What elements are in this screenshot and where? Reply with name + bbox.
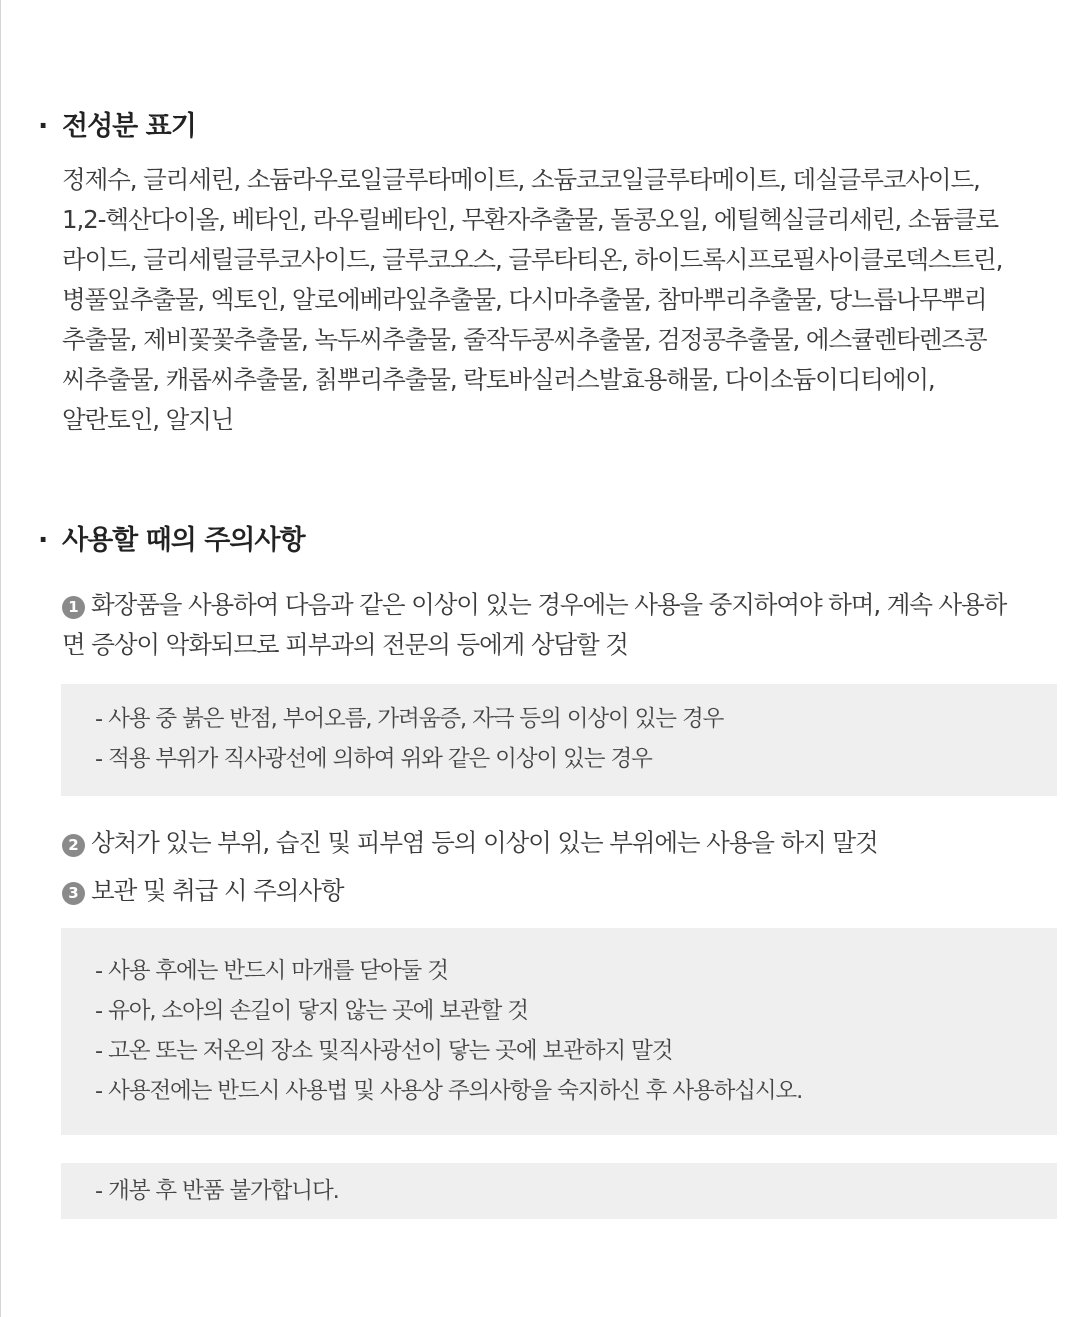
precaution-item-1 xyxy=(62,585,1062,665)
precaution-item-1-line2: 면 증상이 악화되므로 피부과의 전문의 등에게 상담할 것 xyxy=(62,630,628,659)
ingredients-list xyxy=(62,160,1062,440)
return-notice-text: - 개봉 후 반품 불가합니다. xyxy=(95,1178,339,1204)
number-3-icon: 3 xyxy=(62,882,85,905)
precaution-box-1 xyxy=(61,684,1057,796)
ingredients-line: 병풀잎추출물, 엑토인, 알로에베라잎추출물, 다시마추출물, 참마뿌리추출물, 당느릅나무뿌리 xyxy=(62,285,987,314)
ingredients-line: 씨추출물, 캐롭씨추출물, 칡뿌리추출물, 락토바실러스발효용해물, 다이소듐이디티에이, xyxy=(62,365,935,394)
box-line: - 고온 또는 저온의 장소 및직사광선이 닿는 곳에 보관하지 말것 xyxy=(95,1038,673,1064)
box-line: - 사용전에는 반드시 사용법 및 사용상 주의사항을 숙지하신 후 사용하십시오. xyxy=(95,1078,803,1104)
ingredients-line: 알란토인, 알지닌 xyxy=(62,405,234,434)
ingredients-line: 정제수, 글리세린, 소듐라우로일글루타메이트, 소듐코코일글루타메이트, 데실글루코사이드, xyxy=(62,165,980,194)
precaution-item-3 xyxy=(62,871,1062,911)
precaution-box-2 xyxy=(61,928,1057,1135)
ingredients-line: 라이드, 글리세릴글루코사이드, 글루코오스, 글루타티온, 하이드록시프로필사이클로덱스트린, xyxy=(62,245,1003,274)
ingredients-title: 전성분 표기 xyxy=(62,111,196,142)
precautions-title: 사용할 때의 주의사항 xyxy=(62,525,305,556)
ingredients-line: 1,2-헥산다이올, 베타인, 라우릴베타인, 무환자추출물, 돌콩오일, 에틸헥실글리세린, 소듐클로 xyxy=(62,205,999,234)
number-2-icon: 2 xyxy=(62,834,85,857)
return-notice-box xyxy=(61,1163,1057,1219)
box-line: - 사용 후에는 반드시 마개를 닫아둘 것 xyxy=(95,958,448,984)
bullet-icon: · xyxy=(38,111,48,142)
precaution-item-3-text: 보관 및 취급 시 주의사항 xyxy=(91,876,344,905)
bullet-icon: · xyxy=(38,525,48,556)
precaution-item-2 xyxy=(62,823,1062,863)
box-line: - 적용 부위가 직사광선에 의하여 위와 같은 이상이 있는 경우 xyxy=(95,746,652,772)
precaution-item-1-line1: 화장품을 사용하여 다음과 같은 이상이 있는 경우에는 사용을 중지하여야 하며, 계속 사용하 xyxy=(91,590,1007,619)
box-line: - 사용 중 붉은 반점, 부어오름, 가려움증, 자극 등의 이상이 있는 경우 xyxy=(95,706,724,732)
ingredients-line: 추출물, 제비꽃꽃추출물, 녹두씨추출물, 줄작두콩씨추출물, 검정콩추출물, 에스큘렌타렌즈콩 xyxy=(62,325,987,354)
number-1-icon: 1 xyxy=(62,596,85,619)
ingredients-heading xyxy=(38,104,196,143)
box-line: - 유아, 소아의 손길이 닿지 않는 곳에 보관할 것 xyxy=(95,998,528,1024)
precautions-heading xyxy=(38,518,305,557)
precaution-item-2-text: 상처가 있는 부위, 습진 및 피부염 등의 이상이 있는 부위에는 사용을 하지 말것 xyxy=(91,828,878,857)
left-border xyxy=(0,0,1,1317)
